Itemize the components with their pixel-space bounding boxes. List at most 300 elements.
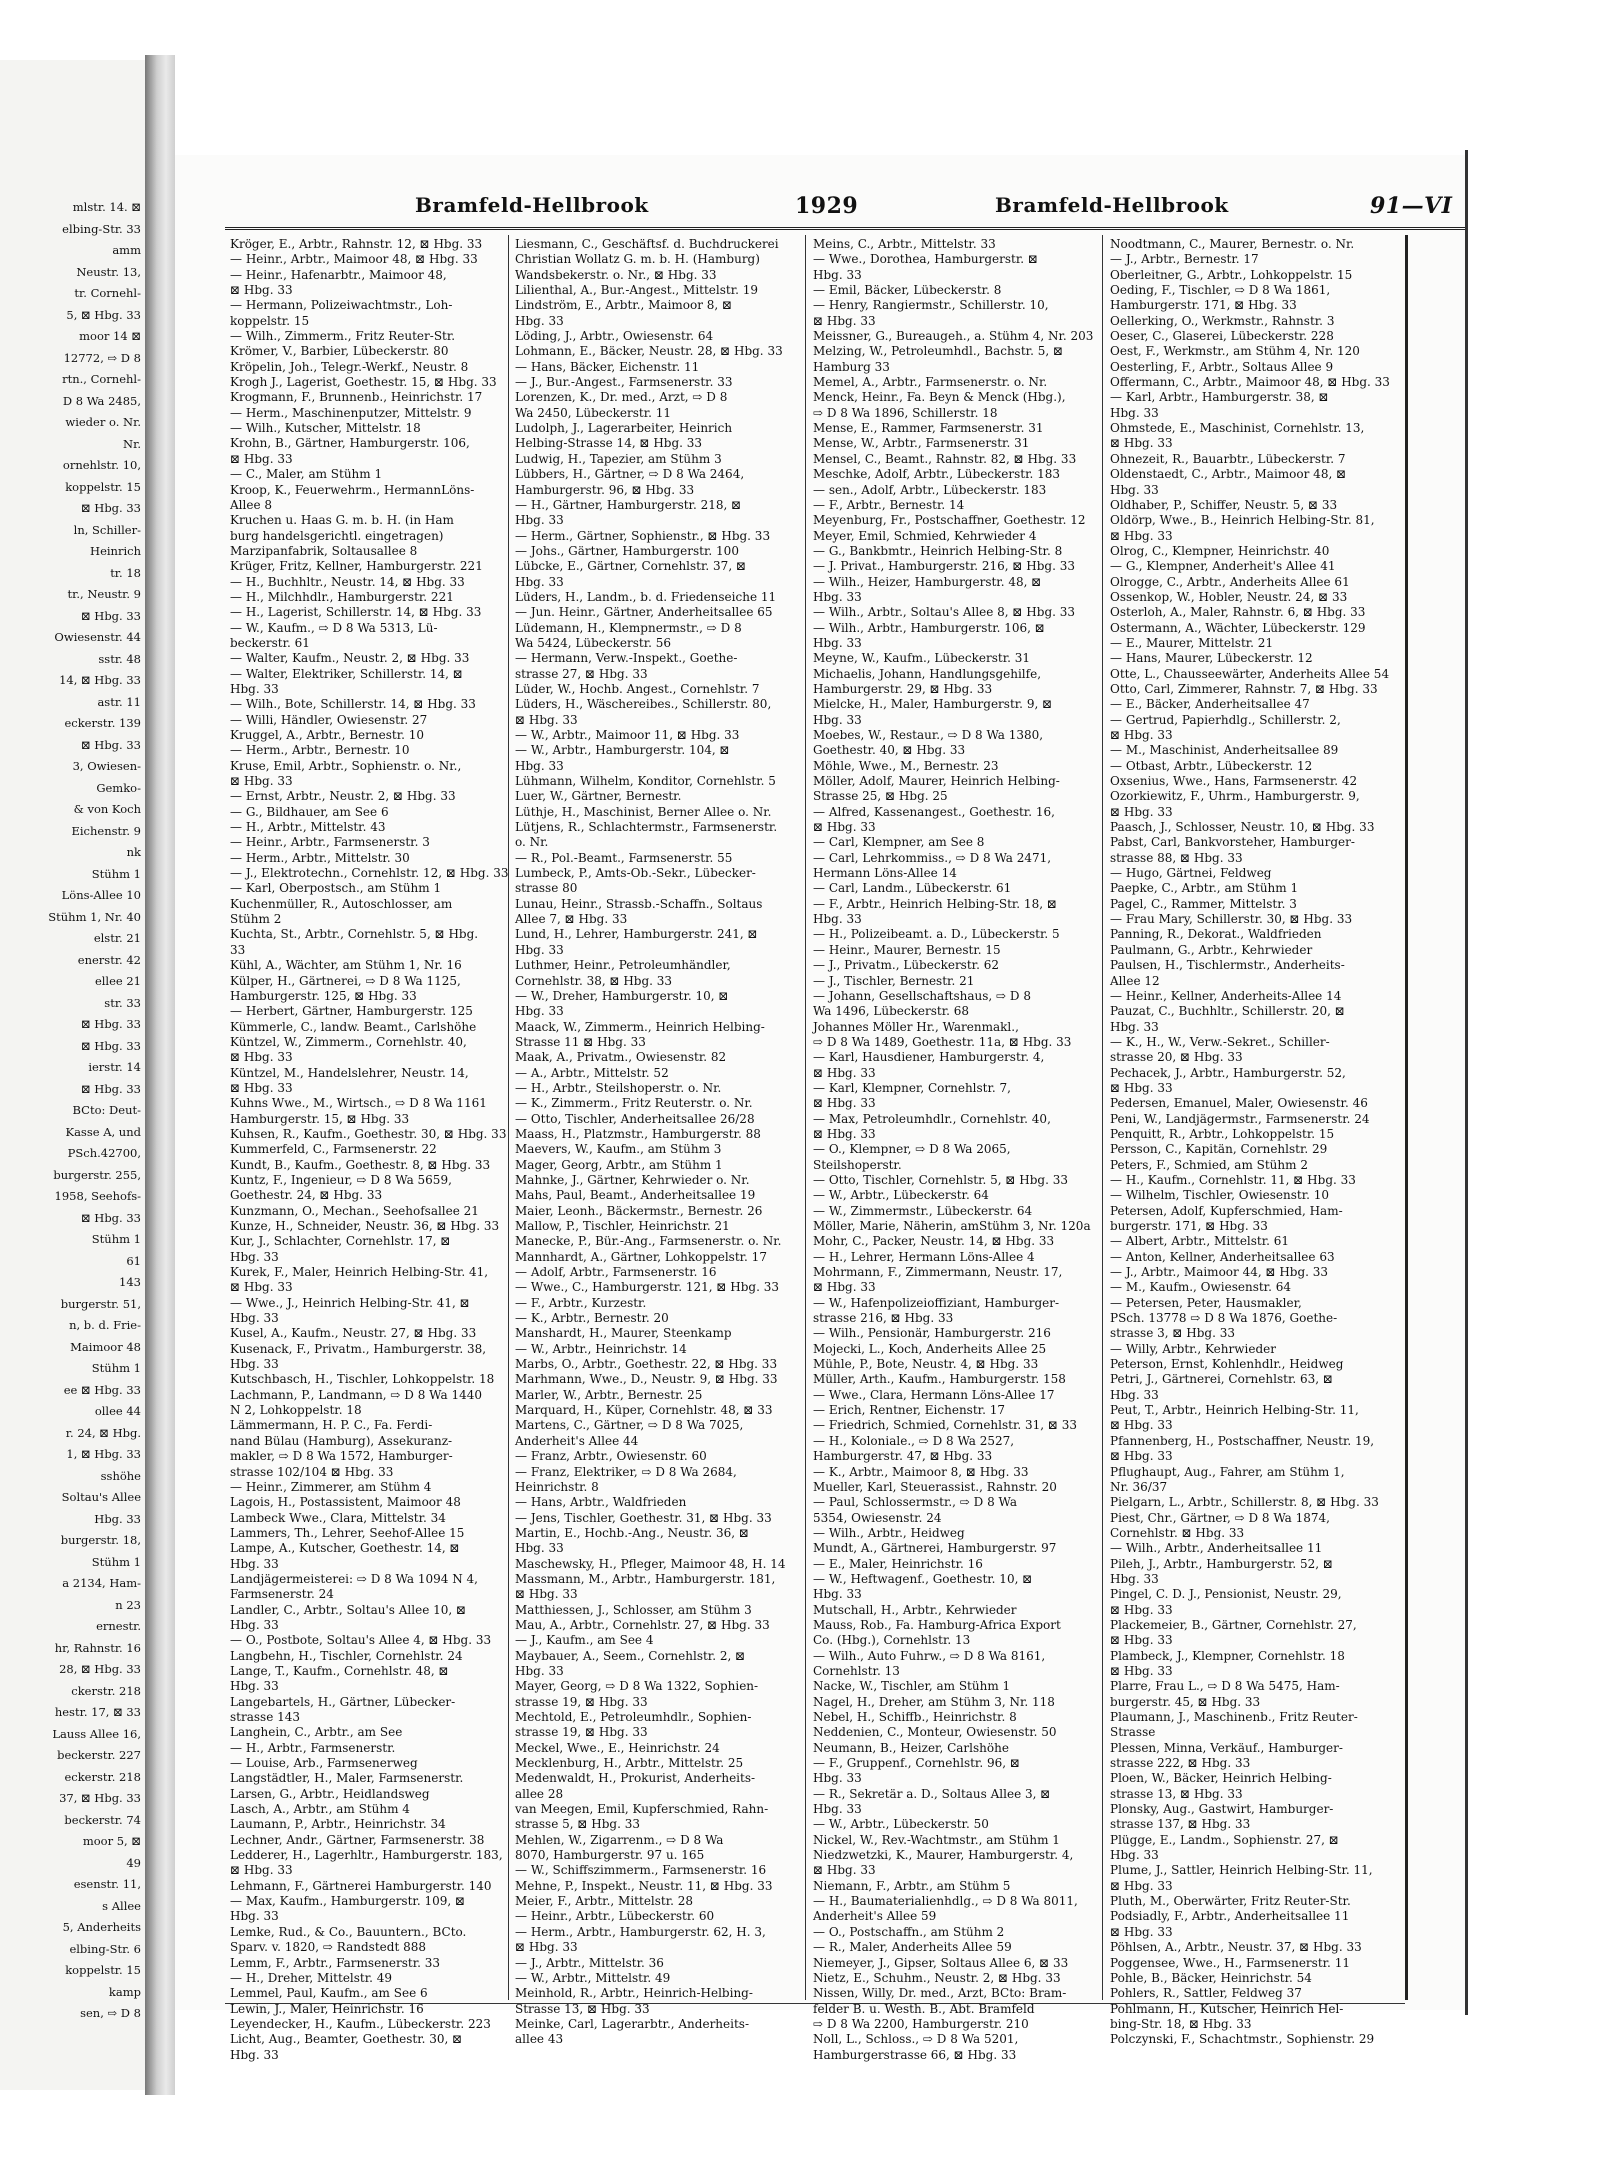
directory-entry: — Emil, Bäcker, Lübeckerstr. 8 xyxy=(813,283,1002,298)
directory-entry: Lüders, H., Landm., b. d. Friedenseiche 11 xyxy=(515,589,777,604)
directory-entry: — M., Kaufm., Owiesenstr. 64 xyxy=(1110,1280,1291,1295)
fragment-line: enerstr. 42 xyxy=(77,952,141,967)
directory-entry: Kuntz, F., Ingenieur, ⇨ D 8 Wa 5659, xyxy=(230,1172,452,1187)
directory-entry: — Herm., Arbtr., Mittelstr. 30 xyxy=(230,850,410,865)
column-divider xyxy=(805,235,806,2000)
fragment-line: D 8 Wa 2485, xyxy=(62,393,141,408)
directory-entry: — J., Arbtr., Mittelstr. 36 xyxy=(515,1955,664,1970)
directory-entry: Hamburgerstr. 125, ⊠ Hbg. 33 xyxy=(230,988,417,1003)
directory-entry: Panning, R., Dekorat., Waldfrieden xyxy=(1110,927,1322,942)
directory-entry: Mechtold, E., Petroleumhdlr., Sophien- xyxy=(515,1710,752,1724)
book-gutter xyxy=(145,55,175,2095)
directory-entry: — Herm., Gärtner, Sophienstr., ⊠ Hbg. 33 xyxy=(515,528,771,543)
directory-entry: — Wilh., Zimmerm., Fritz Reuter-Str. xyxy=(230,329,456,344)
directory-entry: Lohmann, E., Bäcker, Neustr. 28, ⊠ Hbg. 33 xyxy=(515,344,783,359)
directory-entry: — H., Buchhltr., Neustr. 14, ⊠ Hbg. 33 xyxy=(230,574,465,589)
directory-entry: Piest, Chr., Gärtner, ⇨ D 8 Wa 1874, xyxy=(1110,1510,1330,1525)
directory-entry: Hamburg 33 xyxy=(813,359,890,374)
fragment-line: Stühm 1 xyxy=(91,1361,141,1375)
fragment-line: ornehlstr. 10, xyxy=(62,458,141,472)
directory-entry: — Alfred, Kassenangest., Goethestr. 16, xyxy=(813,804,1055,819)
directory-entry: — Walter, Kaufm., Neustr. 2, ⊠ Hbg. 33 xyxy=(230,651,470,666)
directory-entry: Ohnezeit, R., Bauarbtr., Lübeckerstr. 7 xyxy=(1110,451,1346,466)
directory-entry: — Wilh., Auto Fuhrw., ⇨ D 8 Wa 8161, xyxy=(813,1648,1046,1663)
fragment-line: Owiesenstr. 44 xyxy=(54,630,141,644)
fragment-line: ⊠ Hbg. 33 xyxy=(81,1210,141,1225)
directory-entry: — J., Bur.-Angest., Farmsenerstr. 33 xyxy=(515,375,733,390)
directory-entry: allee 43 xyxy=(515,2032,564,2047)
directory-entry: Oldhaber, P., Schiffer, Neustr. 5, ⊠ 33 xyxy=(1110,497,1338,512)
directory-entry: Hbg. 33 xyxy=(813,1802,862,1817)
directory-entry: Lindström, E., Arbtr., Maimoor 8, ⊠ xyxy=(515,298,733,313)
directory-entry: Kummerfeld, C., Farmsenerstr. 22 xyxy=(230,1142,437,1157)
fragment-line: ⊠ Hbg. 33 xyxy=(81,737,141,752)
directory-entry: Peni, W., Landjägermstr., Farmsenerstr. 24 xyxy=(1110,1111,1370,1126)
directory-entry: ⊠ Hbg. 33 xyxy=(230,774,293,789)
directory-entry: Kuhsen, R., Kaufm., Goethestr. 30, ⊠ Hbg. 33 xyxy=(230,1126,507,1141)
directory-entry: — H., Polizeibeamt. a. D., Lübeckerstr. 5 xyxy=(813,927,1060,942)
directory-entry: ⊠ Hbg. 33 xyxy=(230,1050,293,1065)
directory-entry: Möller, Adolf, Maurer, Heinrich Helbing- xyxy=(813,774,1060,789)
fragment-line: Soltau's Allee xyxy=(61,1490,141,1504)
directory-entry: — W., Zimmermstr., Lübeckerstr. 64 xyxy=(813,1203,1033,1218)
directory-entry: Hbg. 33 xyxy=(1110,1848,1159,1863)
directory-entry: Kröpelin, Joh., Telegr.-Werkf., Neustr. 8 xyxy=(230,359,469,374)
fragment-line: 3, Owiesen- xyxy=(72,759,141,773)
directory-entry: — E., Maurer, Mittelstr. 21 xyxy=(1110,635,1274,650)
directory-entry: — H., Arbtr., Farmsenerstr. xyxy=(230,1740,396,1755)
directory-page xyxy=(175,155,1465,2062)
directory-entry: — Frau Mary, Schillerstr. 30, ⊠ Hbg. 33 xyxy=(1110,912,1353,927)
directory-entry: Lüdemann, H., Klempnermstr., ⇨ D 8 xyxy=(515,620,742,635)
directory-entry: Hbg. 33 xyxy=(230,2047,279,2062)
directory-entry: Menck, Heinr., Fa. Beyn & Menck (Hbg.), xyxy=(813,390,1066,405)
directory-entry: Kusenack, F., Privatm., Hamburgerstr. 38, xyxy=(230,1341,487,1356)
directory-entry: Pohle, B., Bäcker, Heinrichstr. 54 xyxy=(1110,1970,1312,1985)
directory-entry: Paulsen, H., Tischlermstr., Anderheits- xyxy=(1110,958,1345,973)
directory-entry: Olrog, C., Klempner, Heinrichstr. 40 xyxy=(1110,543,1330,558)
fragment-line: 5, Anderheits xyxy=(62,1920,141,1934)
directory-entry: strasse 13, ⊠ Hbg. 33 xyxy=(1110,1786,1243,1801)
directory-entry: Manecke, P., Bür.-Ang., Farmsenerstr. o. Nr. xyxy=(515,1234,782,1249)
directory-entry: Lübcke, E., Gärtner, Cornehlstr. 37, ⊠ xyxy=(515,559,746,574)
page-edge xyxy=(1465,150,1468,2015)
directory-entry: — Wilh., Pensionär, Hamburgerstr. 216 xyxy=(813,1326,1051,1341)
directory-entry: — Wilh., Arbtr., Anderheitsallee 11 xyxy=(1110,1541,1323,1556)
directory-entry: — J., Kaufm., am See 4 xyxy=(515,1633,654,1648)
directory-entry: Möhle, Wwe., M., Bernestr. 23 xyxy=(813,758,999,773)
directory-entry: Niemann, F., Arbtr., am Stühm 5 xyxy=(813,1878,1011,1893)
directory-entry: Krömer, V., Barbier, Lübeckerstr. 80 xyxy=(230,344,449,359)
directory-entry: Mojecki, L., Koch, Anderheits Allee 25 xyxy=(813,1341,1047,1356)
directory-entry: ⊠ Hbg. 33 xyxy=(515,1940,578,1955)
directory-entry: Langbehn, H., Tischler, Cornehlstr. 24 xyxy=(230,1648,463,1663)
directory-entry: Mühle, P., Bote, Neustr. 4, ⊠ Hbg. 33 xyxy=(813,1357,1039,1372)
directory-entry: — O., Postbote, Soltau's Allee 4, ⊠ Hbg. 33 xyxy=(230,1633,492,1648)
directory-entry: Licht, Aug., Beamter, Goethestr. 30, ⊠ xyxy=(230,2032,463,2047)
directory-entry: Massmann, M., Arbtr., Hamburgerstr. 181, xyxy=(515,1571,776,1586)
directory-entry: Müller, Arth., Kaufm., Hamburgerstr. 158 xyxy=(813,1372,1066,1387)
directory-entry: Mielcke, H., Maler, Hamburgerstr. 9, ⊠ xyxy=(813,697,1053,712)
directory-entry: Farmsenerstr. 24 xyxy=(230,1587,334,1602)
directory-entry: Wa 2450, Lübeckerstr. 11 xyxy=(515,405,672,420)
directory-entry: — F., Arbtr., Heinrich Helbing-Str. 18, ⊠ xyxy=(813,896,1057,911)
directory-entry: — Willi, Händler, Owiesenstr. 27 xyxy=(230,712,428,727)
header-right-title: Bramfeld-Hellbrook xyxy=(995,193,1229,217)
directory-entry: Larsen, G., Arbtr., Heidlandsweg xyxy=(230,1786,430,1801)
directory-entry: — Gertrud, Papierhdlg., Schillerstr. 2, xyxy=(1110,712,1341,727)
directory-entry: Kümmerle, C., landw. Beamt., Carlshöhe xyxy=(230,1019,477,1034)
directory-entry: Maschewsky, H., Pfleger, Maimoor 48, H. 14 xyxy=(515,1556,786,1571)
directory-entry: Langhein, C., Arbtr., am See xyxy=(230,1725,403,1740)
directory-entry: — K., Arbtr., Bernestr. 20 xyxy=(515,1311,669,1326)
fragment-line: Hbg. 33 xyxy=(94,1511,141,1526)
directory-entry: Hbg. 33 xyxy=(1110,1571,1159,1586)
directory-entry: Plügge, E., Landm., Sophienstr. 27, ⊠ xyxy=(1110,1832,1339,1847)
directory-entry: Krogh J., Lagerist, Goethestr. 15, ⊠ Hbg. 33 xyxy=(230,375,497,390)
directory-entry: makler, ⇨ D 8 Wa 1572, Hamburger- xyxy=(230,1449,453,1464)
directory-entry: Paulmann, G., Arbtr., Kehrwieder xyxy=(1110,942,1313,957)
fragment-line: hestr. 17, ⊠ 33 xyxy=(54,1705,141,1719)
fragment-line: Maimoor 48 xyxy=(70,1339,141,1354)
directory-entry: Peterson, Ernst, Kohlenhdlr., Heidweg xyxy=(1110,1357,1344,1372)
directory-entry: — Erich, Rentner, Eichenstr. 17 xyxy=(813,1403,1005,1418)
directory-entry: — Heinr., Arbtr., Maimoor 48, ⊠ Hbg. 33 xyxy=(230,252,478,267)
directory-entry: Nebel, H., Schiffb., Heinrichstr. 8 xyxy=(813,1710,1017,1724)
directory-entry: — K., Arbtr., Maimoor 8, ⊠ Hbg. 33 xyxy=(813,1464,1029,1479)
directory-entry: Möller, Marie, Näherin, amStühm 3, Nr. 120a xyxy=(813,1219,1091,1233)
directory-entry: — Max, Kaufm., Hamburgerstr. 109, ⊠ xyxy=(230,1894,466,1909)
directory-entry: strasse 20, ⊠ Hbg. 33 xyxy=(1110,1050,1243,1065)
fragment-line: amm xyxy=(112,243,141,257)
fragment-line: 1958, Seehofs- xyxy=(54,1189,141,1203)
fragment-line: Gemko- xyxy=(96,780,141,795)
directory-entry: Maier, Leonh., Bäckermstr., Bernestr. 26 xyxy=(515,1203,763,1218)
directory-entry: Mense, E., Rammer, Farmsenerstr. 31 xyxy=(813,421,1044,436)
fragment-line: sstr. 48 xyxy=(98,651,141,666)
fragment-line: ⊠ Hbg. 33 xyxy=(81,1038,141,1053)
directory-entry: Goethestr. 40, ⊠ Hbg. 33 xyxy=(813,743,966,758)
directory-entry: ⊠ Hbg. 33 xyxy=(1110,728,1173,742)
fragment-line: 28, ⊠ Hbg. 33 xyxy=(59,1662,141,1676)
directory-entry: — C., Maler, am Stühm 1 xyxy=(230,467,383,482)
fragment-line: ierstr. 14 xyxy=(88,1060,141,1074)
fragment-line: elbing-Str. 6 xyxy=(69,1941,141,1956)
directory-entry: Anderheit's Allee 44 xyxy=(515,1433,639,1448)
directory-entry: Küntzel, M., Handelslehrer, Neustr. 14, xyxy=(230,1065,469,1080)
directory-entry: Manshardt, H., Maurer, Steenkamp xyxy=(515,1326,732,1341)
directory-entry: ⊠ Hbg. 33 xyxy=(1110,1418,1173,1433)
fragment-line: sen, ⇨ D 8 xyxy=(80,2006,141,2020)
directory-entry: Hbg. 33 xyxy=(515,513,564,528)
directory-entry: Pagel, C., Rammer, Mittelstr. 3 xyxy=(1110,896,1297,911)
directory-entry: Plessen, Minna, Verkäuf., Hamburger- xyxy=(1110,1740,1343,1755)
directory-entry: Krohn, B., Gärtner, Hamburgerstr. 106, xyxy=(230,436,470,451)
directory-entry: — Johs., Gärtner, Hamburgerstr. 100 xyxy=(515,543,739,558)
directory-entry: — W., Arbtr., Lübeckerstr. 50 xyxy=(813,1817,989,1832)
fragment-line: ee ⊠ Hbg. 33 xyxy=(63,1382,141,1397)
directory-entry: Strasse 11 ⊠ Hbg. 33 xyxy=(515,1034,646,1049)
directory-entry: Noll, L., Schloss., ⇨ D 8 Wa 5201, xyxy=(813,2032,1019,2047)
fragment-line: tr., Neustr. 9 xyxy=(67,587,141,601)
directory-entry: Nacke, W., Tischler, am Stühm 1 xyxy=(813,1679,1011,1694)
fragment-line: & von Koch xyxy=(73,802,141,816)
directory-entry: — H., Arbtr., Mittelstr. 43 xyxy=(230,820,386,835)
directory-entry: Hbg. 33 xyxy=(230,1556,279,1571)
directory-entry: ⇨ D 8 Wa 1896, Schillerstr. 18 xyxy=(813,405,998,420)
directory-entry: Pielgarn, L., Arbtr., Schillerstr. 8, ⊠ Hbg. 33 xyxy=(1110,1495,1379,1510)
directory-entry: — Heinr., Maurer, Bernestr. 15 xyxy=(813,942,1001,957)
fragment-line: nk xyxy=(126,845,141,859)
directory-entry: — Carl, Lehrkommiss., ⇨ D 8 Wa 2471, xyxy=(813,850,1052,865)
directory-entry: strasse 216, ⊠ Hbg. 33 xyxy=(813,1311,954,1326)
directory-entry: — Hermann, Verw.-Inspekt., Goethe- xyxy=(515,651,738,666)
directory-entry: — Petersen, Peter, Hausmakler, xyxy=(1110,1295,1302,1310)
directory-entry: Ostermann, A., Wächter, Lübeckerstr. 129 xyxy=(1110,620,1366,635)
directory-entry: Christian Wollatz G. m. b. H. (Hamburg) xyxy=(515,252,760,267)
directory-entry: Meyenburg, Fr., Postschaffner, Goethestr. 12 xyxy=(813,513,1086,528)
directory-entry: burgerstr. 171, ⊠ Hbg. 33 xyxy=(1110,1219,1268,1233)
directory-entry: Mehlen, W., Zigarrenm., ⇨ D 8 Wa xyxy=(515,1832,724,1847)
fragment-line: n, b. d. Frie- xyxy=(69,1318,141,1332)
fragment-line: eckerstr. 139 xyxy=(64,716,141,730)
directory-entry: Oeding, F., Tischler, ⇨ D 8 Wa 1861, xyxy=(1110,283,1331,298)
directory-entry: Lütjens, R., Schlachtermstr., Farmsenerstr. xyxy=(515,820,778,835)
directory-entry: Plaumann, J., Maschinenb., Fritz Reuter- xyxy=(1110,1710,1358,1724)
directory-entry: — A., Arbtr., Mittelstr. 52 xyxy=(515,1065,669,1080)
directory-entry: Mensel, C., Beamt., Rahnstr. 82, ⊠ Hbg. 33 xyxy=(813,451,1077,466)
directory-entry: Krüger, Fritz, Kellner, Hamburgerstr. 221 xyxy=(230,559,483,574)
directory-entry: Cornehlstr. 38, ⊠ Hbg. 33 xyxy=(515,973,673,988)
directory-entry: — H., Milchhdlr., Hamburgerstr. 221 xyxy=(230,589,454,604)
directory-entry: Pfannenberg, H., Postschaffner, Neustr. 19, xyxy=(1110,1433,1375,1448)
directory-entry: Kroop, K., Feuerwehrm., HermannLöns- xyxy=(230,482,475,497)
directory-entry: ⊠ Hbg. 33 xyxy=(813,1096,876,1111)
directory-entry: Johannes Möller Hr., Warenmakl., xyxy=(813,1019,1019,1034)
directory-entry: Martin, E., Hochb.-Ang., Neustr. 36, ⊠ xyxy=(515,1525,749,1540)
directory-entry: Allee 12 xyxy=(1110,973,1160,988)
header-year: 1929 xyxy=(795,193,859,219)
directory-entry: Penquitt, R., Arbtr., Lohkoppelstr. 15 xyxy=(1110,1126,1335,1141)
directory-entry: Hbg. 33 xyxy=(230,1679,279,1694)
fragment-line: Lauss Allee 16, xyxy=(52,1726,141,1741)
directory-entry: o. Nr. xyxy=(515,835,549,850)
directory-entry: — Anton, Kellner, Anderheitsallee 63 xyxy=(1110,1249,1335,1264)
directory-entry: — E., Maler, Heinrichstr. 16 xyxy=(813,1556,983,1571)
directory-entry: Marler, W., Arbtr., Bernestr. 25 xyxy=(515,1387,703,1402)
directory-entry: — Herm., Arbtr., Hamburgerstr. 62, H. 3, xyxy=(515,1924,766,1939)
directory-entry: Langstädtler, H., Maler, Farmsenerstr. xyxy=(230,1771,464,1786)
directory-entry: Meschke, Adolf, Arbtr., Lübeckerstr. 183 xyxy=(813,467,1061,482)
directory-entry: — F., Arbtr., Kurzestr. xyxy=(515,1295,647,1310)
directory-entry: — J., Arbtr., Maimoor 44, ⊠ Hbg. 33 xyxy=(1110,1265,1329,1280)
directory-entry: Lüder, W., Hochb. Angest., Cornehlstr. 7 xyxy=(515,681,760,696)
directory-entry: Petri, J., Gärtnerei, Cornehlstr. 63, ⊠ xyxy=(1110,1372,1333,1387)
directory-entry: — Hugo, Gärtnei, Feldweg xyxy=(1110,866,1272,881)
directory-entry: — Wilh., Arbtr., Heidweg xyxy=(813,1525,965,1540)
directory-entry: Kusel, A., Kaufm., Neustr. 27, ⊠ Hbg. 33 xyxy=(230,1326,477,1341)
fragment-line: Löns-Allee 10 xyxy=(61,888,141,902)
directory-entry: Meins, C., Arbtr., Mittelstr. 33 xyxy=(813,237,996,251)
directory-entry: strasse 19, ⊠ Hbg. 33 xyxy=(515,1725,648,1740)
directory-entry: Pohlers, R., Sattler, Feldweg 37 xyxy=(1110,1986,1302,2001)
directory-entry: Maack, W., Zimmerm., Heinrich Helbing- xyxy=(515,1019,765,1034)
fragment-line: burgerstr. 255, xyxy=(53,1167,141,1182)
fragment-line: Eichenstr. 9 xyxy=(71,823,141,838)
directory-entry: — J., Tischler, Bernestr. 21 xyxy=(813,973,975,988)
directory-entry: felder B. u. Westh. B., Abt. Bramfeld xyxy=(813,2001,1035,2016)
directory-entry: — Wilh., Bote, Schillerstr. 14, ⊠ Hbg. 33 xyxy=(230,697,476,712)
directory-entry: allee 28 xyxy=(515,1786,564,1801)
fragment-line: r. 24, ⊠ Hbg. xyxy=(65,1425,141,1440)
directory-entry: — Heinr., Zimmerer, am Stühm 4 xyxy=(230,1479,432,1494)
directory-column-1 xyxy=(230,237,509,2062)
directory-entry: Ludwig, H., Tapezier, am Stühm 3 xyxy=(515,451,722,466)
fragment-line: elbing-Str. 33 xyxy=(62,221,141,236)
directory-entry: — Wwe., J., Heinrich Helbing-Str. 41, ⊠ xyxy=(230,1295,470,1310)
fragment-line: PSch.42700, xyxy=(67,1146,141,1160)
directory-entry: Nr. 36/37 xyxy=(1110,1479,1168,1494)
directory-entry: Hamburgerstr. 15, ⊠ Hbg. 33 xyxy=(230,1111,410,1126)
directory-entry: Pingel, C. D. J., Pensionist, Neustr. 29, xyxy=(1110,1587,1342,1602)
directory-entry: ⊠ Hbg. 33 xyxy=(1110,1924,1173,1939)
directory-entry: Lewin, J., Maler, Heinrichstr. 16 xyxy=(230,2001,424,2016)
directory-entry: Nissen, Willy, Dr. med., Arzt, BCto: Bram- xyxy=(813,1986,1067,2001)
column-divider xyxy=(1102,235,1103,2000)
directory-entry: Hbg. 33 xyxy=(813,1771,862,1786)
fragment-line: beckerstr. 74 xyxy=(64,1812,141,1827)
directory-entry: Kruchen u. Haas G. m. b. H. (in Ham xyxy=(230,513,454,528)
directory-entry: Mohrmann, F., Zimmermann, Neustr. 17, xyxy=(813,1265,1063,1280)
directory-entry: ⊠ Hbg. 33 xyxy=(1110,1663,1173,1678)
directory-entry: — W., Arbtr., Mittelstr. 49 xyxy=(515,1970,671,1985)
directory-entry: Wa 5424, Lübeckerstr. 56 xyxy=(515,635,672,650)
fragment-line: wieder o. Nr. xyxy=(65,415,141,429)
directory-entry: — H., Lehrer, Hermann Löns-Allee 4 xyxy=(813,1249,1035,1264)
directory-entry: Matthiessen, J., Schlosser, am Stühm 3 xyxy=(515,1602,752,1617)
directory-entry: Mahs, Paul, Beamt., Anderheitsallee 19 xyxy=(515,1188,756,1203)
directory-entry: — Paul, Schlossermstr., ⇨ D 8 Wa xyxy=(813,1495,1018,1510)
directory-entry: ⊠ Hbg. 33 xyxy=(1110,1602,1173,1617)
directory-entry: — H., Lagerist, Schillerstr. 14, ⊠ Hbg. 33 xyxy=(230,605,482,620)
directory-entry: Landler, C., Arbtr., Soltau's Allee 10, ⊠ xyxy=(230,1602,467,1617)
directory-entry: — W., Schiffszimmerm., Farmsenerstr. 16 xyxy=(515,1863,767,1878)
directory-entry: Mau, A., Arbtr., Cornehlstr. 27, ⊠ Hbg. 33 xyxy=(515,1617,770,1632)
directory-entry: Pechacek, J., Arbtr., Hamburgerstr. 52, xyxy=(1110,1065,1346,1080)
directory-entry: — W., Arbtr., Heinrichstr. 14 xyxy=(515,1341,687,1356)
directory-entry: Hamburgerstr. 47, ⊠ Hbg. 33 xyxy=(813,1449,993,1464)
fragment-line: 61 xyxy=(126,1253,141,1268)
directory-entry: Kundt, B., Kaufm., Goethestr. 8, ⊠ Hbg. 33 xyxy=(230,1157,491,1172)
fragment-line: 37, ⊠ Hbg. 33 xyxy=(59,1791,141,1805)
directory-entry: — H., Dreher, Mittelstr. 49 xyxy=(230,1970,393,1985)
directory-entry: Lemmel, Paul, Kaufm., am See 6 xyxy=(230,1986,428,2001)
directory-entry: Niedzwetzki, K., Maurer, Hamburgerstr. 4, xyxy=(813,1848,1074,1863)
fragment-line: Stühm 1 xyxy=(91,866,141,881)
directory-entry: Strasse xyxy=(1110,1725,1156,1740)
directory-entry: Leyendecker, H., Kaufm., Lübeckerstr. 223 xyxy=(230,2016,491,2031)
directory-entry: Petersen, Adolf, Kupferschmied, Ham- xyxy=(1110,1203,1343,1218)
directory-entry: Anderheit's Allee 59 xyxy=(813,1909,937,1924)
directory-entry: Maevers, W., Kaufm., am Stühm 3 xyxy=(515,1142,722,1157)
directory-entry: — Wwe., Dorothea, Hamburgerstr. ⊠ xyxy=(813,252,1038,267)
directory-entry: Martens, C., Gärtner, ⇨ D 8 Wa 7025, xyxy=(515,1418,744,1433)
directory-entry: Kühl, A., Wächter, am Stühm 1, Nr. 16 xyxy=(230,958,462,973)
fragment-line: Stühm 1 xyxy=(91,1232,141,1246)
directory-entry: Plarre, Frau L., ⇨ D 8 Wa 5475, Ham- xyxy=(1110,1679,1340,1694)
directory-entry: — Hans, Arbtr., Waldfrieden xyxy=(515,1495,687,1510)
directory-entry: — J., Arbtr., Bernestr. 17 xyxy=(1110,252,1259,267)
fragment-line: burgerstr. 51, xyxy=(60,1296,141,1311)
directory-entry: — R., Pol.-Beamt., Farmsenerstr. 55 xyxy=(515,850,733,865)
directory-entry: Hbg. 33 xyxy=(1110,1019,1159,1034)
fragment-line: Neustr. 13, xyxy=(76,264,141,279)
directory-entry: — Franz, Elektriker, ⇨ D 8 Wa 2684, xyxy=(515,1464,737,1479)
directory-entry: Hbg. 33 xyxy=(515,1541,564,1556)
directory-entry: Laumann, P., Arbtr., Heinrichstr. 34 xyxy=(230,1817,446,1832)
directory-entry: Meissner, G., Bureaugeh., a. Stühm 4, Nr. 203 xyxy=(813,329,1094,344)
fragment-line: n 23 xyxy=(115,1597,141,1612)
directory-entry: — Jens, Tischler, Goethestr. 31, ⊠ Hbg. 33 xyxy=(515,1510,772,1525)
fragment-line: 14, ⊠ Hbg. 33 xyxy=(59,673,141,687)
directory-entry: — Herm., Maschinenputzer, Mittelstr. 9 xyxy=(230,405,472,420)
directory-entry: Peters, F., Schmied, am Stühm 2 xyxy=(1110,1157,1308,1172)
directory-entry: Hbg. 33 xyxy=(515,313,564,328)
directory-entry: Ploen, W., Bäcker, Heinrich Helbing- xyxy=(1110,1771,1332,1786)
directory-entry: Kurek, F., Maler, Heinrich Helbing-Str. 41, xyxy=(230,1265,489,1280)
directory-entry: — H., Gärtner, Hamburgerstr. 218, ⊠ xyxy=(515,497,742,512)
directory-entry: Mutschall, H., Arbtr., Kehrwieder xyxy=(813,1602,1017,1617)
directory-entry: Oesterling, F., Arbtr., Soltaus Allee 9 xyxy=(1110,359,1334,374)
fragment-line: rtn., Cornehl- xyxy=(62,372,141,386)
directory-entry: — Carl, Klempner, am See 8 xyxy=(813,835,985,850)
directory-entry: Podsiadly, F., Arbtr., Anderheitsallee 11 xyxy=(1110,1909,1350,1924)
directory-entry: Medenwaldt, H., Prokurist, Anderheits- xyxy=(515,1771,756,1786)
directory-entry: Kruse, Emil, Arbtr., Sophienstr. o. Nr., xyxy=(230,758,462,773)
directory-entry: — Carl, Landm., Lübeckerstr. 61 xyxy=(813,881,1012,896)
directory-entry: ⊠ Hbg. 33 xyxy=(813,820,876,835)
directory-entry: — F., Gruppenf., Cornehlstr. 96, ⊠ xyxy=(813,1756,1020,1771)
directory-entry: Peut, T., Arbtr., Heinrich Helbing-Str. 11, xyxy=(1110,1403,1359,1418)
directory-entry: Löding, J., Arbtr., Owiesenstr. 64 xyxy=(515,329,714,344)
directory-entry: ⊠ Hbg. 33 xyxy=(515,1587,578,1602)
directory-entry: — Wilhelm, Tischler, Owiesenstr. 10 xyxy=(1110,1188,1330,1203)
directory-entry: Niemeyer, J., Gipser, Soltaus Allee 6, ⊠ 33 xyxy=(813,1955,1069,1970)
directory-entry: Melzing, W., Petroleumhdl., Bachstr. 5, ⊠ xyxy=(813,344,1064,359)
directory-entry: — Louise, Arb., Farmsenerweg xyxy=(230,1756,418,1771)
directory-entry: Ozorkiewitz, F., Uhrm., Hamburgerstr. 9, xyxy=(1110,789,1360,804)
directory-entry: Hamburgerstr. 29, ⊠ Hbg. 33 xyxy=(813,681,993,696)
directory-entry: ⊠ Hbg. 33 xyxy=(813,1863,876,1878)
directory-entry: Lammers, Th., Lehrer, Seehof-Allee 15 xyxy=(230,1525,465,1540)
directory-entry: Co. (Hbg.), Cornehlstr. 13 xyxy=(813,1633,971,1648)
directory-entry: Wa 1496, Lübeckerstr. 68 xyxy=(813,1004,970,1019)
directory-entry: Küntzel, W., Zimmerm., Cornehlstr. 40, xyxy=(230,1034,467,1049)
directory-entry: strasse 88, ⊠ Hbg. 33 xyxy=(1110,850,1243,865)
directory-entry: ⊠ Hbg. 33 xyxy=(1110,436,1173,451)
directory-entry: — J. Privat., Hamburgerstr. 216, ⊠ Hbg. 33 xyxy=(813,559,1075,574)
directory-entry: Moebes, W., Restaur., ⇨ D 8 Wa 1380, xyxy=(813,728,1044,742)
directory-entry: N 2, Lohkoppelstr. 18 xyxy=(230,1403,362,1418)
directory-entry: Oldörp, Wwe., B., Heinrich Helbing-Str. 81, xyxy=(1110,513,1375,528)
directory-entry: Michaelis, Johann, Handlungsgehilfe, xyxy=(813,666,1042,681)
directory-entry: — K., H., W., Verw.-Sekret., Schiller- xyxy=(1110,1034,1330,1049)
directory-entry: Lüders, H., Wäschereibes., Schillerstr. 80, xyxy=(515,697,772,712)
fragment-line: eckerstr. 218 xyxy=(64,1769,141,1784)
directory-entry: Plackemeier, B., Gärtner, Cornehlstr. 27, xyxy=(1110,1617,1357,1632)
directory-entry: Neumann, B., Heizer, Carlshöhe xyxy=(813,1740,1009,1755)
fragment-line: str. 33 xyxy=(104,995,141,1010)
